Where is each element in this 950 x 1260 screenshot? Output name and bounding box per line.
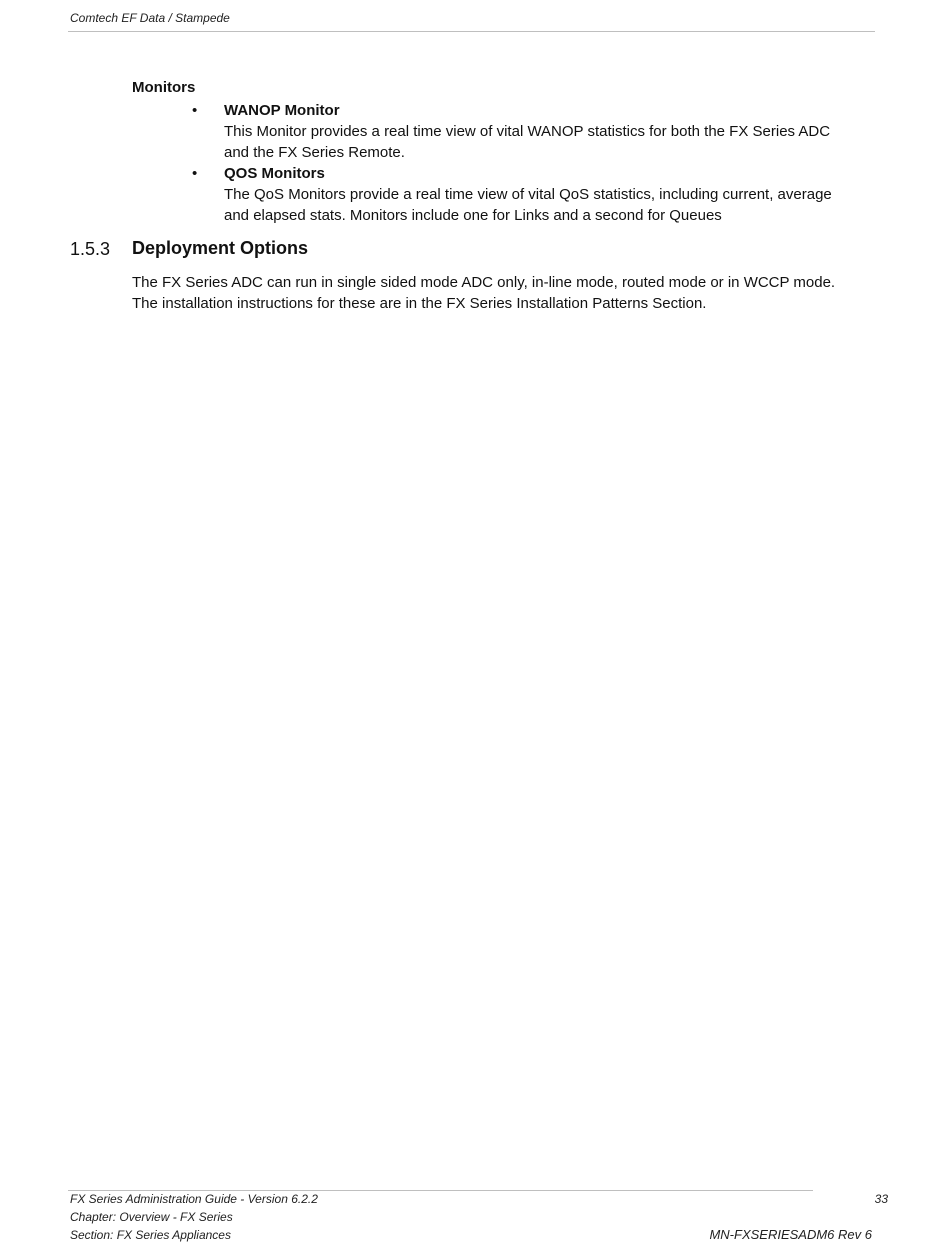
text-line: The installation instructions for these are in the FX Series Installation Patterns Section. — [132, 295, 707, 312]
text-line: and the FX Series Remote. — [224, 144, 405, 161]
text-line: The QoS Monitors provide a real time view of vital QoS statistics, including current, average — [224, 186, 832, 203]
qos-monitors-title: QOS Monitors — [224, 165, 325, 182]
section-body — [132, 272, 877, 314]
bullet-icon: • — [192, 165, 198, 182]
text-line: and elapsed stats. Monitors include one for Links and a second for Queues — [224, 207, 722, 224]
monitors-heading: Monitors — [132, 79, 196, 96]
text-line: This Monitor provides a real time view of vital WANOP statistics for both the FX Series ADC — [224, 123, 831, 140]
bullet-icon: • — [192, 102, 198, 119]
wanop-monitor-title: WANOP Monitor — [224, 102, 340, 119]
document-number: MN-FXSERIESADM6 Rev 6 — [709, 1227, 872, 1242]
page-header: Comtech EF Data / Stampede — [70, 11, 230, 25]
footer-divider — [68, 1190, 813, 1191]
footer-chapter: Chapter: Overview - FX Series — [70, 1210, 233, 1224]
wanop-monitor-description — [224, 121, 874, 163]
footer-guide-title: FX Series Administration Guide - Version 6.2.2 — [70, 1192, 318, 1206]
footer-section: Section: FX Series Appliances — [70, 1228, 231, 1242]
section-title: Deployment Options — [132, 238, 309, 258]
text-line: The FX Series ADC can run in single sided mode ADC only, in-line mode, routed mode or in WCCP mode. — [132, 274, 836, 291]
page-number: 33 — [874, 1192, 888, 1206]
header-divider — [68, 31, 875, 32]
section-number: 1.5.3 — [70, 239, 111, 259]
qos-monitors-description — [224, 184, 874, 226]
